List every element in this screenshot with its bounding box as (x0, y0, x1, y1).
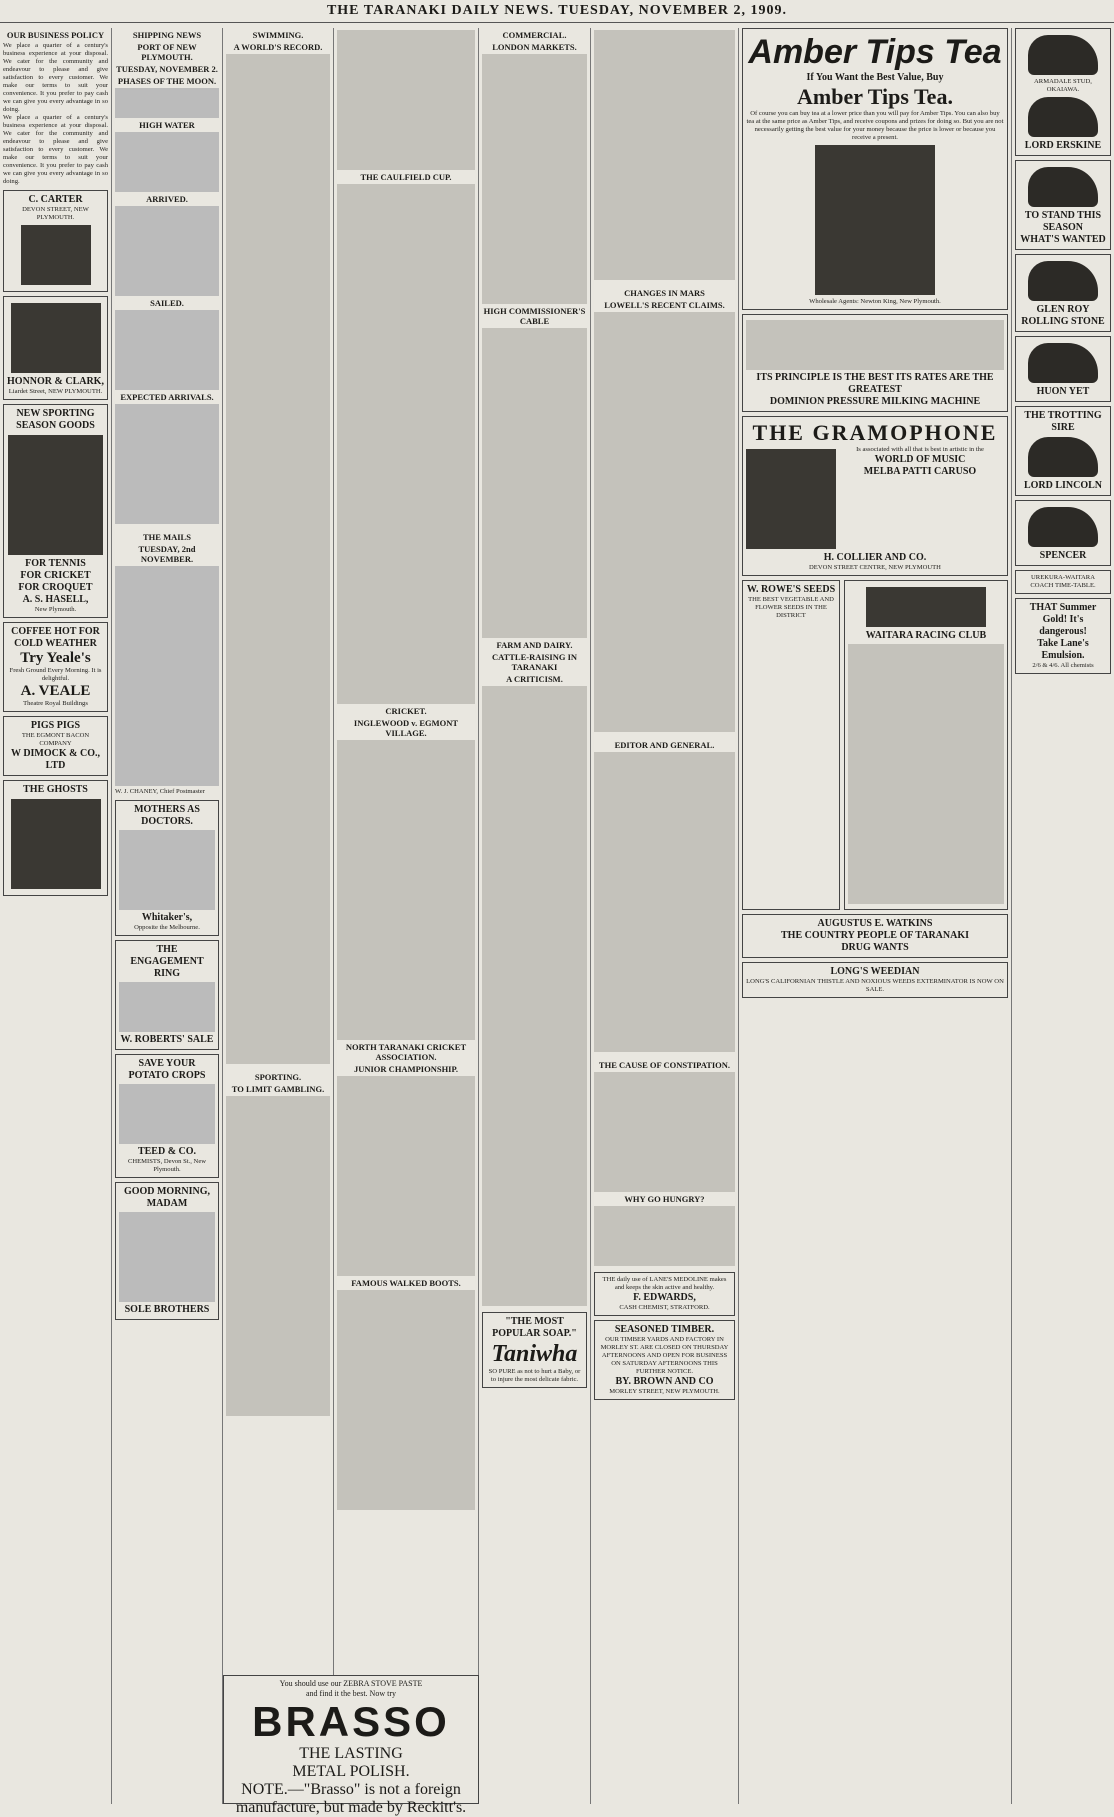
brasso-note: NOTE.—"Brasso" is not a foreign manufacture, but made by Reckitt's. (235, 1781, 467, 1816)
lane-medoline-ad (594, 1272, 735, 1316)
hasell-name: A. S. HASELL, (22, 594, 89, 605)
ring-heading: THE ENGAGEMENT RING (130, 944, 204, 979)
column-1 (0, 28, 112, 1804)
veale-address: Theatre Royal Buildings (23, 700, 88, 707)
collier-address: DEVON STREET CENTRE, NEW PLYMOUTH (809, 564, 941, 571)
armadale-stud-ad (1015, 28, 1111, 156)
potato-ad (115, 1054, 219, 1178)
coach-ad (1015, 570, 1111, 594)
expected-heading: EXPECTED ARRIVALS. (120, 392, 214, 402)
potato-text (119, 1084, 215, 1144)
horse-illustration-3 (1028, 167, 1098, 207)
weedian-heading: LONG'S WEEDIAN (830, 966, 920, 977)
taniwha-ad (482, 1312, 587, 1388)
trotting-heading: THE TROTTING SIRE (1024, 410, 1102, 433)
country-heading: THE COUNTRY PEOPLE OF TARANAKI (781, 930, 969, 941)
whitaker-name: Whitaker's, (141, 912, 193, 923)
commercial-article (482, 28, 587, 1308)
morning-text (119, 1212, 215, 1302)
coach-heading: UREKURA-WAITARA COACH TIME-TABLE. (1030, 574, 1096, 589)
junior-text (337, 1076, 475, 1276)
erskine-heading: LORD ERSKINE (1024, 140, 1102, 151)
caulfield-heading: THE CAULFIELD CUP. (360, 172, 452, 182)
shipping-date: TUESDAY, NOVEMBER 2. (116, 64, 218, 74)
honnor-clark-ad (3, 296, 108, 400)
editor-heading: EDITOR AND GENERAL. (614, 740, 715, 750)
mothers-heading: MOTHERS AS DOCTORS. (134, 804, 200, 827)
tennis-player-illustration (8, 435, 103, 555)
cricket-heading: FOR CRICKET (20, 570, 91, 581)
business-policy-article (3, 28, 108, 186)
editor-article (594, 738, 735, 1054)
waitara-heading: WAITARA RACING CLUB (865, 630, 987, 641)
amber-wholesale: Wholesale Agents: Newton King, New Plymouth. (809, 298, 941, 305)
junior-heading: JUNIOR CHAMPIONSHIP. (353, 1064, 459, 1074)
arrived-text (115, 206, 219, 296)
amber-want: If You Want the Best Value, Buy (806, 72, 944, 83)
potato-heading: SAVE YOUR POTATO CROPS (128, 1058, 206, 1081)
racing-illustration (866, 587, 986, 627)
amber-name: Amber Tips Tea. (797, 84, 953, 109)
constipation-article (594, 1058, 735, 1268)
constipation-heading: THE CAUSE OF CONSTIPATION. (598, 1060, 731, 1070)
ghosts-illustration (11, 799, 101, 889)
hasell-address: New Plymouth. (34, 606, 77, 613)
milking-heading: DOMINION PRESSURE MILKING MACHINE (769, 396, 981, 407)
high-water-heading: HIGH WATER (139, 120, 195, 130)
brown-address: MORLEY STREET, NEW PLYMOUTH. (609, 1388, 720, 1395)
horse-illustration-7 (1028, 507, 1098, 547)
shipping-news (115, 28, 219, 526)
policy-heading: OUR BUSINESS POLICY (6, 30, 105, 40)
drug-heading: DRUG WANTS (841, 942, 909, 953)
masthead (0, 0, 1114, 23)
editor-text (594, 752, 735, 1052)
veale-coffee-ad (3, 622, 108, 712)
seeds-racing-row (742, 580, 1008, 914)
honnor-illustration (11, 303, 101, 373)
watkins-name: AUGUSTUS E. WATKINS (817, 918, 933, 929)
yeale-subtext: Fresh Ground Every Morning. It is delightful. (9, 667, 102, 682)
spencer-ad (1015, 500, 1111, 566)
carter-ad (3, 190, 108, 292)
rowe-seeds-ad (742, 580, 840, 910)
walked-boots-text (337, 1290, 475, 1510)
mails-heading: THE MAILS (143, 532, 191, 542)
mails-article (115, 530, 219, 796)
seeds-subtext: THE BEST VEGETABLE AND FLOWER SEEDS IN THE DISTRICT (748, 596, 834, 619)
london-text (482, 54, 587, 304)
expected-text (115, 404, 219, 524)
lowell-heading: LOWELL'S RECENT CLAIMS. (604, 300, 725, 310)
wants-heading: WHAT'S WANTED (1020, 234, 1106, 245)
gambling-heading: TO LIMIT GAMBLING. (231, 1084, 325, 1094)
dimock-heading: W DIMOCK & CO., LTD (11, 748, 100, 771)
column-4 (334, 28, 479, 1804)
armadale-heading: ARMADALE STUD, OKAIAWA. (1034, 78, 1092, 93)
sporting-goods-ad (3, 404, 108, 618)
roberts-heading: W. ROBERTS' SALE (120, 1034, 214, 1045)
cattle-text (482, 686, 587, 1306)
cricket-text (337, 740, 475, 1040)
amber-tips-ad (742, 28, 1008, 310)
sporting-article (226, 1070, 330, 1418)
cable-text (482, 328, 587, 638)
stand-heading: TO STAND THIS SEASON (1024, 210, 1102, 233)
sailed-text (115, 310, 219, 390)
amber-text: Of course you can buy tea at a lower price than you will pay for Amber Tips. You can also buy tea at the same price as Amber Tips, and receive coupons and prizes for doing so. But you are not necessarily getting the best value for your money because the price is lower or because you receive a present. (746, 110, 1004, 141)
coffee-heading: COFFEE HOT FOR COLD WEATHER (11, 626, 100, 649)
timber-heading: SEASONED TIMBER. (614, 1324, 715, 1335)
brasso-ad (223, 1675, 479, 1816)
morning-heading: GOOD MORNING, MADAM (123, 1186, 211, 1209)
postmaster: W. J. CHANEY, Chief Postmaster (115, 788, 205, 795)
article-text (337, 30, 475, 170)
sole-brothers: SOLE BROTHERS (124, 1304, 210, 1315)
cricket-heading: CRICKET. (385, 706, 427, 716)
criticism-heading: A CRITICISM. (506, 674, 563, 684)
text-article (337, 28, 475, 1512)
collier-name: H. COLLIER AND CO. (823, 552, 927, 563)
dominion-text (746, 320, 1004, 370)
carter-address: DEVON STREET, NEW PLYMOUTH. (22, 206, 89, 221)
huon-heading: HUON YET (1036, 386, 1090, 397)
honnor-name: HONNOR & CLARK, (7, 376, 104, 387)
brasso-sub-1: THE LASTING (299, 1745, 403, 1762)
record-heading: A WORLD'S RECORD. (233, 42, 323, 52)
horse-illustration-6 (1028, 437, 1098, 477)
emulsion-price: 2/6 & 4/6. All chemists (1032, 662, 1094, 669)
zebra-line-1: You should use our ZEBRA STOVE PASTE (279, 1679, 423, 1688)
sporting-heading: NEW SPORTING SEASON GOODS (16, 408, 95, 431)
horse-illustration-2 (1028, 97, 1098, 137)
pigs-ad (3, 716, 108, 776)
gramophone-heading: THE GRAMOPHONE (752, 420, 998, 445)
hungry-heading: WHY GO HUNGRY? (624, 1194, 705, 1204)
brown-name: BY. BROWN AND CO (615, 1376, 714, 1387)
hungry-text (594, 1206, 735, 1266)
walked-boots-heading: FAMOUS WALKED BOOTS. (351, 1278, 461, 1288)
whitaker-subtext: Opposite the Melbourne. (134, 924, 200, 931)
amber-illustration (815, 145, 935, 295)
carter-name: C. CARTER (28, 194, 83, 205)
watkins-ad (742, 914, 1008, 958)
policy-text-2: We place a quarter of a century's business experience at your disposal. We cater for the community and endeavour to please and give satisfaction to every customer. We make our terms to suit your convenience. It you prefer to pay cash we can give you every advantage in so doing. (3, 114, 108, 185)
good-morning-ad (115, 1182, 219, 1320)
horse-illustration-4 (1028, 261, 1098, 301)
emulsion-ad (1015, 598, 1111, 674)
timber-subtext: OUR TIMBER YARDS AND FACTORY IN MORLEY ST. ARE CLOSED ON THURSDAY AFTERNOONS AND OPEN FOR BUSINESS ON SATURDAY AFTERNOONS THIS FURTHER NOTICE. (600, 1336, 729, 1375)
taniwha-subtext: SO PURE as not to hurt a Baby, or to injure the most delicate fabric. (488, 1368, 581, 1383)
horse-illustration-5 (1028, 343, 1098, 383)
cable-heading: HIGH COMMISSIONER'S CABLE (483, 306, 586, 326)
mothers-ad (115, 800, 219, 936)
shipping-heading: SHIPPING NEWS (132, 30, 202, 40)
amber-tips-logo: Amber Tips Tea (748, 33, 1002, 71)
moon-phases: PHASES OF THE MOON. (117, 76, 217, 86)
pram-illustration (21, 225, 91, 285)
tennis-heading: FOR TENNIS (25, 558, 86, 569)
sporting-text (226, 1096, 330, 1416)
top-text (594, 30, 735, 280)
zebra-line-2: and find it the best. Now try (306, 1689, 396, 1698)
mars-article (594, 286, 735, 734)
column-2 (112, 28, 223, 1804)
high-water-text (115, 132, 219, 192)
singers: MELBA PATTI CARUSO (863, 466, 977, 477)
ntca-heading: NORTH TARANAKI CRICKET ASSOCIATION. (345, 1042, 467, 1062)
caulfield-text (337, 184, 475, 704)
waitara-racing-ad (844, 580, 1008, 910)
ring-text (119, 982, 215, 1032)
farm-heading: FARM AND DAIRY. (496, 640, 573, 650)
column-3 (223, 28, 334, 1804)
masthead-title: THE TARANAKI DAILY NEWS. TUESDAY, NOVEMBER 2, 1909. (326, 3, 788, 18)
bacon-company: THE EGMONT BACON COMPANY (21, 732, 90, 747)
lincoln-heading: LORD LINCOLN (1023, 480, 1103, 491)
seeds-heading: W. ROWE'S SEEDS (746, 584, 836, 595)
gramophone-illustration (746, 449, 836, 549)
ring-ad (115, 940, 219, 1050)
pigs-heading: PIGS PIGS (30, 720, 81, 731)
ghosts-heading: THE GHOSTS (23, 784, 88, 795)
stallion-ad-2 (1015, 254, 1111, 332)
edwards-name: F. EDWARDS, (633, 1292, 696, 1303)
moon-table (115, 88, 219, 118)
swimming-text (226, 54, 330, 1064)
column-5 (479, 28, 591, 1804)
teed-name: TEED & CO. (137, 1146, 197, 1157)
constipation-text (594, 1072, 735, 1192)
popular-soap: "THE MOST POPULAR SOAP." (492, 1316, 577, 1339)
taniwha-logo: Taniwha (491, 1341, 578, 1367)
policy-text: We place a quarter of a century's business experience at your disposal. We cater for the community and endeavour to please and give satisfaction to every customer. We make our terms to suit your convenience. It you prefer to pay cash we can give you every advantage in so doing. (3, 42, 108, 113)
honnor-address: Liardet Street, NEW PLYMOUTH. (8, 388, 103, 395)
column-7 (739, 28, 1012, 1804)
edwards-subtext: CASH CHEMIST, STRATFORD. (619, 1304, 710, 1311)
arrived-heading: ARRIVED. (146, 194, 188, 204)
inglewood-heading: INGLEWOOD v. EGMONT VILLAGE. (353, 718, 459, 738)
commercial-heading: COMMERCIAL. (502, 30, 567, 40)
waitara-text (848, 644, 1004, 904)
column-6 (591, 28, 739, 1804)
croquet-heading: FOR CROQUET (18, 582, 93, 593)
gramophone-subtext: Is associated with all that is best in artistic in the (856, 446, 984, 453)
article-text-top (594, 28, 735, 282)
stallion-ad-1 (1015, 160, 1111, 250)
rolling-stone-heading: ROLLING STONE (1021, 316, 1105, 327)
weedian-ad (742, 962, 1008, 998)
spencer-heading: SPENCER (1039, 550, 1087, 561)
swimming-article (226, 28, 330, 1066)
gramophone-ad (742, 416, 1008, 576)
cattle-heading: CATTLE-RAISING IN TARANAKI (491, 652, 578, 672)
lane-text: THE daily use of LANE'S MEDOLINE makes and keeps the skin active and healthy. (602, 1276, 727, 1291)
stallion-ad-3 (1015, 336, 1111, 402)
london-heading: LONDON MARKETS. (492, 42, 577, 52)
timber-ad (594, 1320, 735, 1400)
swimming-heading: SWIMMING. (252, 30, 304, 40)
yeale-heading: Try Yeale's (20, 650, 91, 666)
weedian-subtext: LONG'S CALIFORNIAN THISTLE AND NOXIOUS WEEDS EXTERMINATOR IS NOW ON SALE. (746, 978, 1004, 993)
teed-subtext: CHEMISTS, Devon St., New Plymouth. (127, 1158, 207, 1173)
sailed-heading: SAILED. (150, 298, 184, 308)
mails-date: TUESDAY, 2nd NOVEMBER. (138, 544, 196, 564)
summer-heading: THAT Summer Gold! It's dangerous! (1029, 602, 1097, 637)
mails-text (115, 566, 219, 786)
brasso-logo: BRASSO (252, 1698, 450, 1745)
glen-roy-heading: GLEN ROY (1036, 304, 1090, 315)
brasso-sub-2: METAL POLISH. (292, 1763, 410, 1780)
ghosts-ad (3, 780, 108, 896)
mars-text (594, 312, 735, 732)
column-8 (1012, 28, 1114, 1804)
horse-illustration (1028, 35, 1098, 75)
mothers-text (119, 830, 215, 910)
world-of-music: WORLD OF MUSIC (874, 454, 966, 465)
veale-name: A. VEALE (20, 683, 91, 699)
sporting-heading: SPORTING. (254, 1072, 302, 1082)
dominion-ad (742, 314, 1008, 412)
trotting-ad (1015, 406, 1111, 496)
mars-heading: CHANGES IN MARS (624, 288, 705, 298)
port-heading: PORT OF NEW PLYMOUTH. (137, 42, 197, 62)
principle-text: ITS PRINCIPLE IS THE BEST ITS RATES ARE THE GREATEST (756, 372, 994, 395)
emulsion-heading: Take Lane's Emulsion. (1037, 638, 1089, 661)
